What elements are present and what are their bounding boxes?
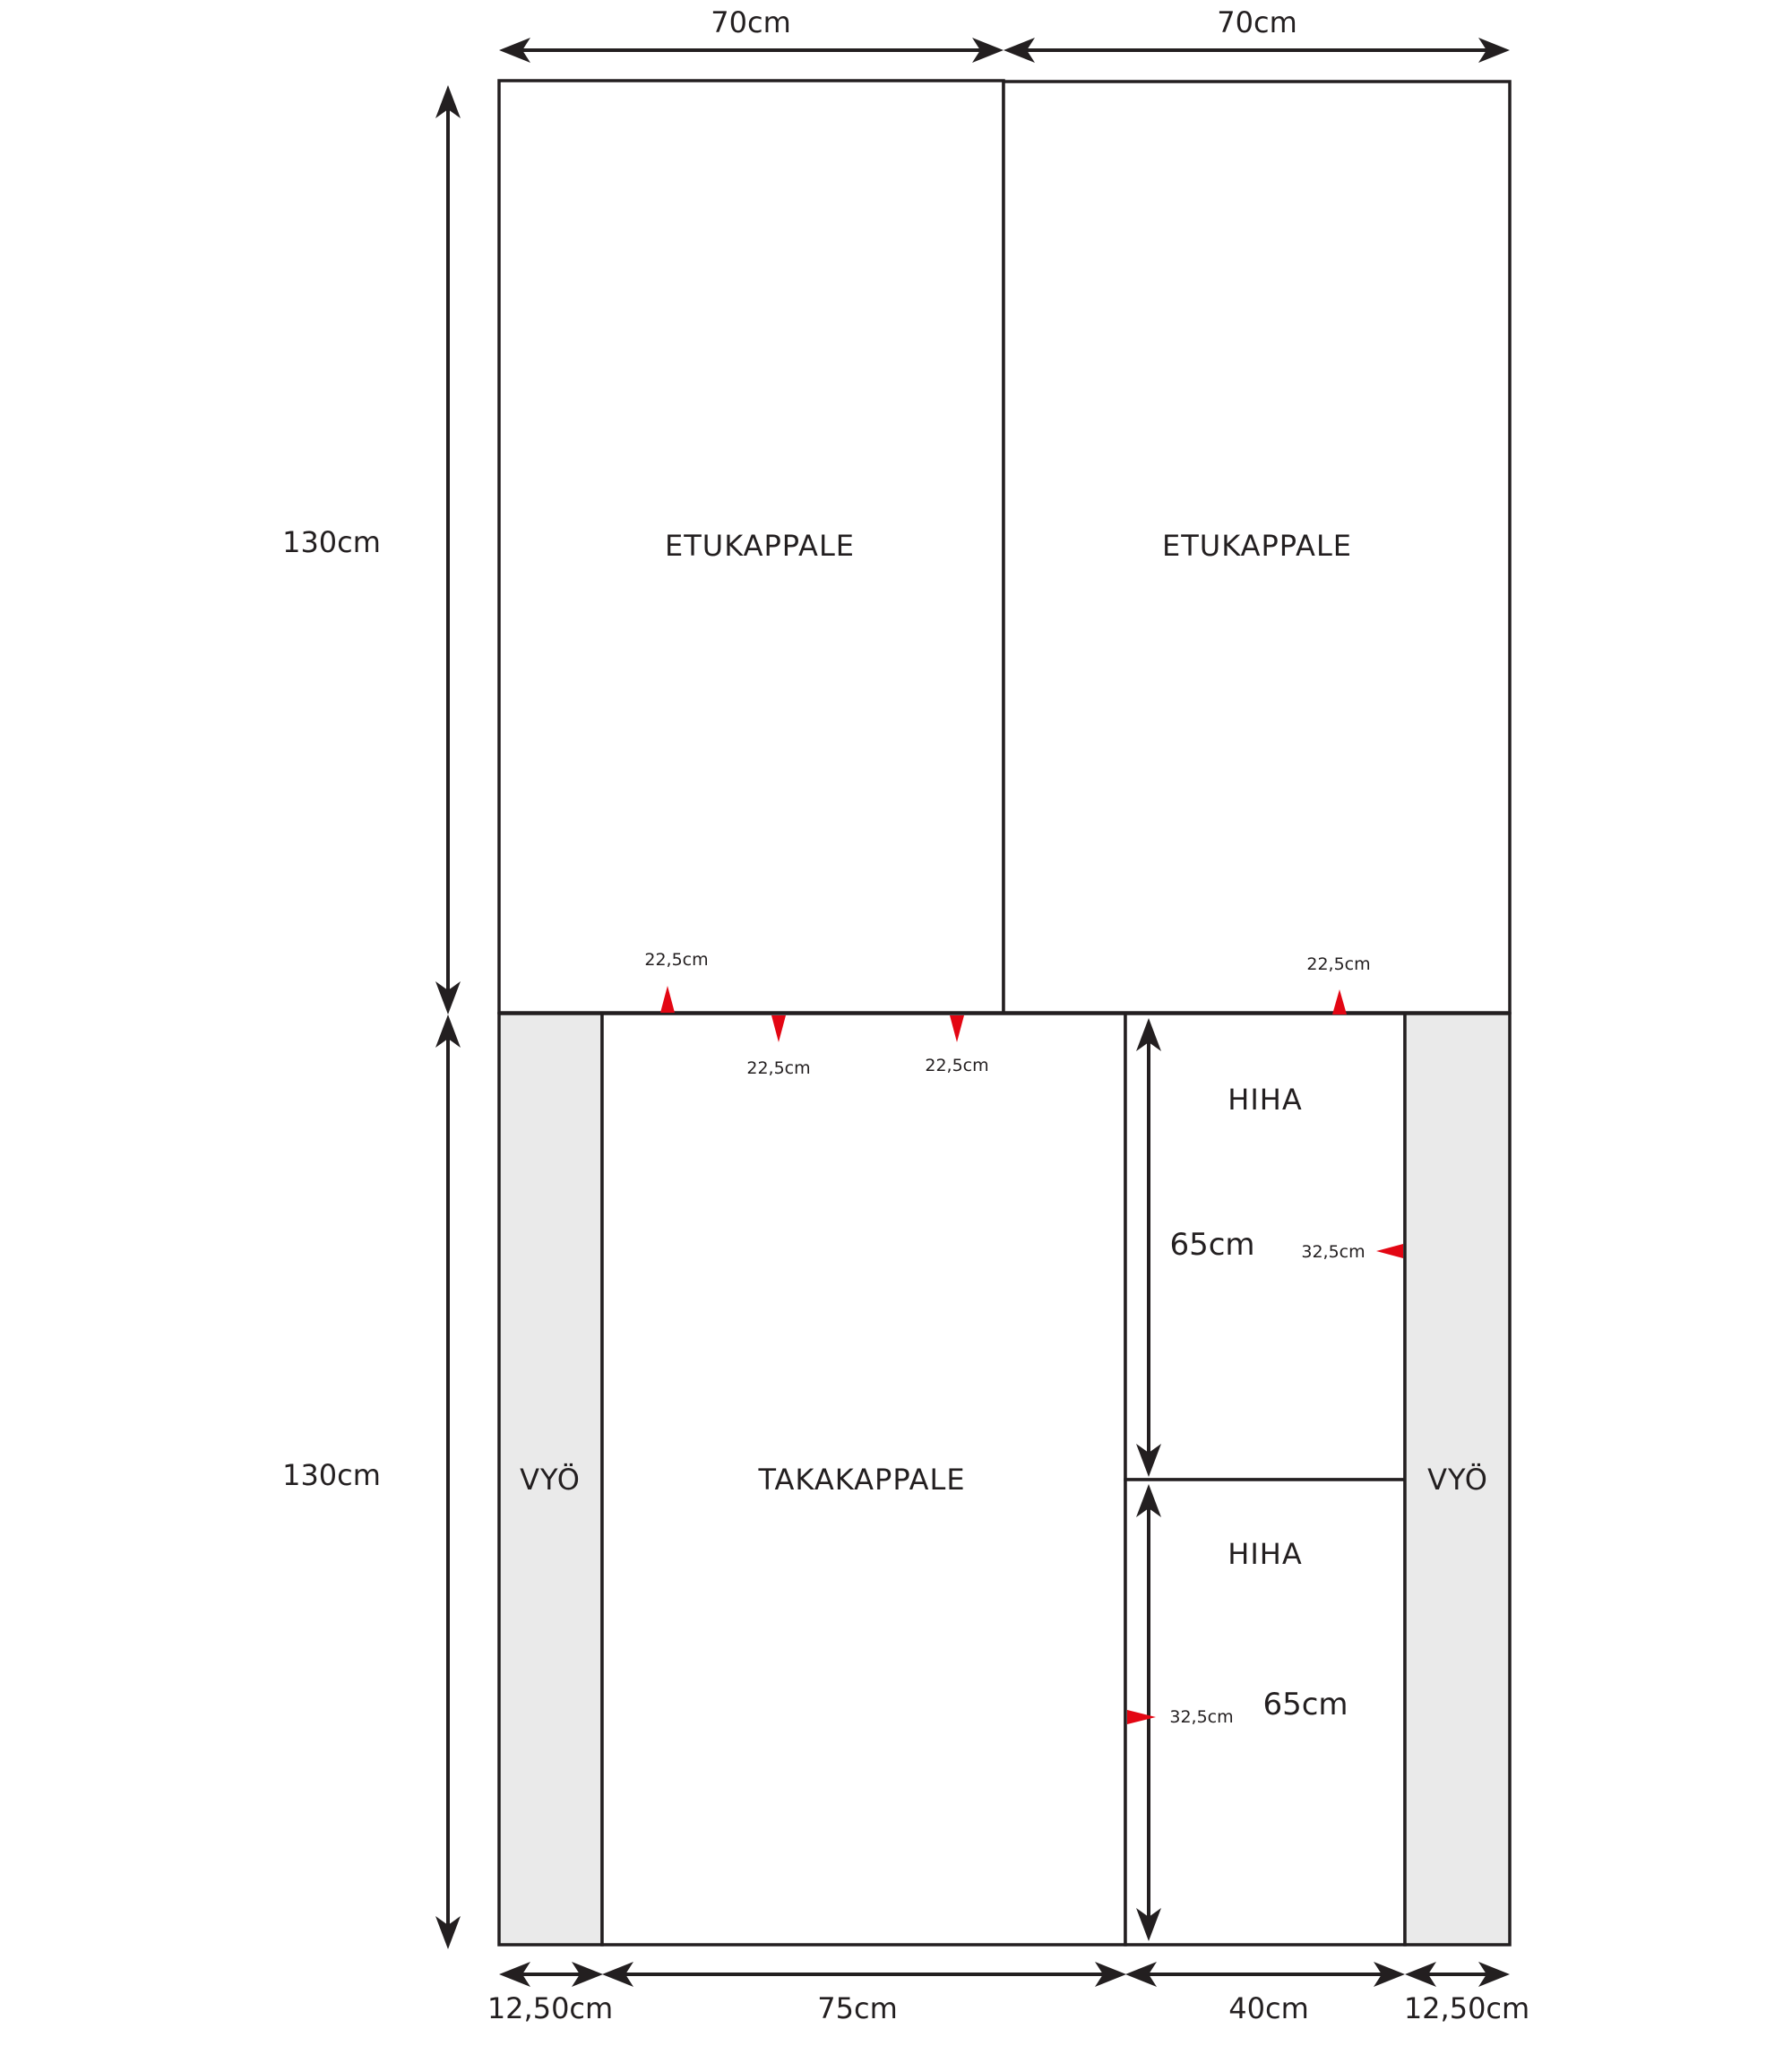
sleeve-upper-label: HIHA xyxy=(1228,1083,1303,1117)
notch-label-sleeve-lower: 32,5cm xyxy=(1169,1707,1234,1727)
dimension-arrow-top-right xyxy=(1004,38,1510,63)
back-piece-label: TAKAKAPPALE xyxy=(758,1463,966,1497)
dimension-arrow-bottom-belt-right xyxy=(1405,1962,1510,1987)
dimension-arrow-bottom-sleeve xyxy=(1125,1962,1405,1987)
dimension-arrow-bottom-belt-left xyxy=(499,1962,603,1987)
dimension-label-bottom-sleeve: 40cm xyxy=(1228,1991,1309,2025)
dimension-label-sleeve-lower: 65cm xyxy=(1262,1687,1348,1722)
dimension-arrow-top-left xyxy=(499,38,1004,63)
front-piece-left-label: ETUKAPPALE xyxy=(665,529,855,563)
dimension-label-bottom-back: 75cm xyxy=(817,1991,898,2025)
notch-label-front-left: 22,5cm xyxy=(644,950,709,970)
dimension-label-lower-height: 130cm xyxy=(282,1458,381,1492)
dimension-arrow-bottom-back xyxy=(602,1962,1126,1987)
front-piece-right-label: ETUKAPPALE xyxy=(1162,529,1352,563)
dimension-label-sleeve-upper: 65cm xyxy=(1169,1227,1255,1263)
notch-label-back-left: 22,5cm xyxy=(746,1058,811,1078)
sleeve-lower-label: HIHA xyxy=(1228,1537,1303,1571)
dimension-label-bottom-belt-right: 12,50cm xyxy=(1403,1991,1530,2025)
belt-left-label: VYÖ xyxy=(520,1463,581,1497)
notch-label-back-right: 22,5cm xyxy=(925,1056,989,1075)
dimension-arrow-lower-height xyxy=(435,1014,461,1949)
dimension-label-upper-height: 130cm xyxy=(282,525,381,559)
dimension-arrow-upper-height xyxy=(435,85,461,1014)
notch-label-front-right: 22,5cm xyxy=(1306,954,1371,974)
notch-label-sleeve-upper: 32,5cm xyxy=(1301,1242,1366,1262)
dimension-label-bottom-belt-left: 12,50cm xyxy=(487,1991,614,2025)
dimension-label-top-right: 70cm xyxy=(1217,5,1297,39)
belt-right-label: VYÖ xyxy=(1427,1463,1488,1497)
dimension-label-top-left: 70cm xyxy=(711,5,791,39)
